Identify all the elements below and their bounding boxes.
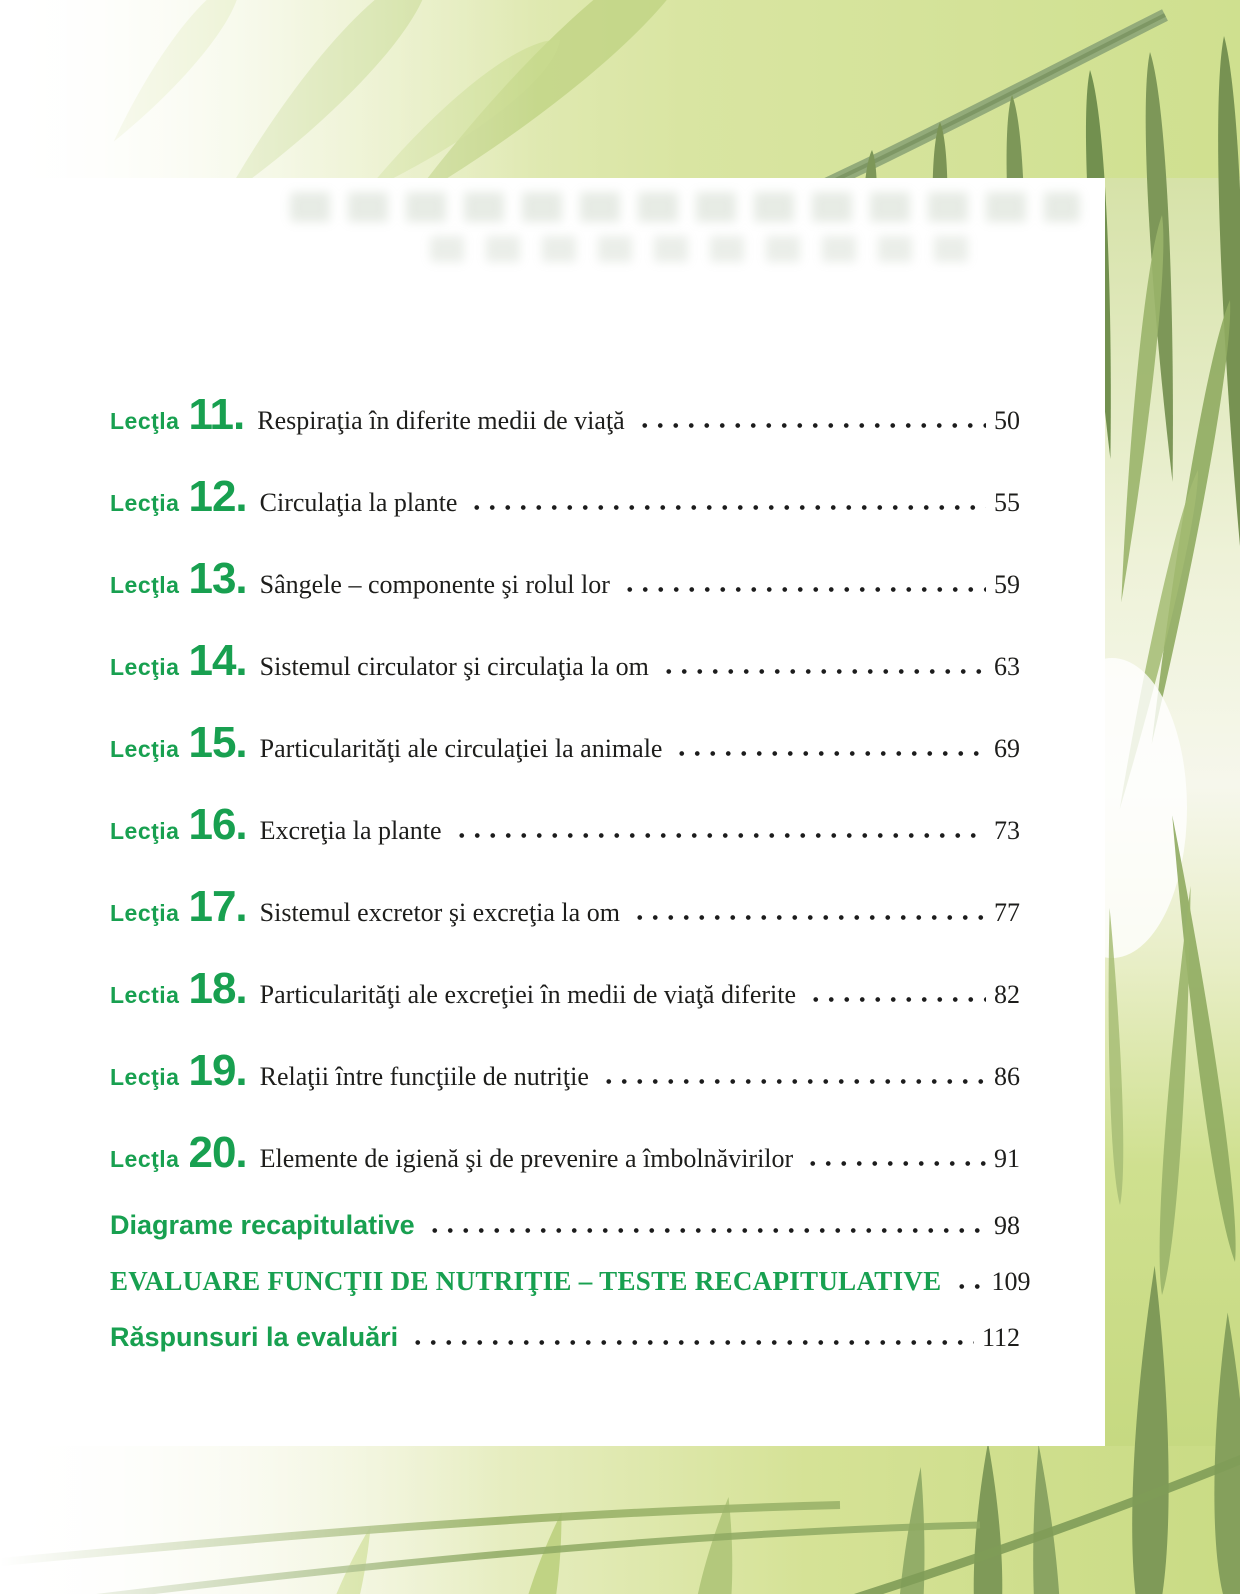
lesson-number: 13.: [188, 554, 247, 603]
toc-extra-row: [110, 1210, 1020, 1266]
page-number: 63: [994, 652, 1020, 681]
toc-extra-row: [110, 1266, 1031, 1322]
page-number: 59: [994, 570, 1020, 599]
extra-title: Răspunsuri la evaluări: [110, 1322, 399, 1352]
page-number: 91: [994, 1144, 1020, 1173]
dot-leader: [674, 750, 986, 757]
toc-lesson-row: [110, 390, 1020, 472]
dot-leader: [637, 422, 986, 429]
lesson-label: Lecţla: [110, 572, 180, 598]
page-number: 98: [994, 1211, 1020, 1240]
page-number: 82: [994, 980, 1020, 1009]
lesson-title: Excreţia la plante: [259, 816, 442, 845]
page-number: 109: [991, 1267, 1031, 1296]
lesson-label: Lecţia: [110, 654, 180, 680]
toc-lesson-row: [110, 554, 1020, 636]
dot-leader: [622, 586, 986, 593]
lesson-number: 18.: [188, 964, 247, 1013]
page-number: 50: [994, 406, 1020, 435]
toc-lesson-row: [110, 1046, 1020, 1128]
page-number: 73: [994, 816, 1020, 845]
page-number: 55: [994, 488, 1020, 517]
dot-leader: [661, 668, 986, 675]
lesson-label: Lecţia: [110, 818, 180, 844]
lesson-label: Lecţia: [110, 900, 180, 926]
lesson-title: Relaţii între funcţiile de nutriţie: [259, 1062, 589, 1091]
lesson-title: Sistemul circulator şi circulaţia la om: [259, 652, 649, 681]
toc-lesson-row: [110, 636, 1020, 718]
lesson-label: Lecţia: [110, 1064, 180, 1090]
dot-leader: [601, 1078, 986, 1085]
lesson-title: Respiraţia în diferite medii de viaţă: [257, 406, 625, 435]
lesson-title: Sângele – componente şi rolul lor: [259, 570, 610, 599]
lesson-number: 19.: [188, 1046, 247, 1095]
toc-lesson-row: [110, 882, 1020, 964]
lesson-title: Sistemul excretor şi excreţia la om: [259, 898, 620, 927]
extra-title: EVALUARE FUNCŢII DE NUTRIŢIE – TESTE RECAPITULATIVE: [110, 1266, 942, 1296]
table-of-contents: [0, 178, 1105, 1446]
lesson-title: Circulaţia la plante: [259, 488, 458, 517]
page-number: 86: [994, 1062, 1020, 1091]
toc-lesson-row: [110, 718, 1020, 800]
lesson-number: 20.: [188, 1128, 247, 1177]
dot-leader: [454, 832, 986, 839]
extra-title: Diagrame recapitulative: [110, 1210, 415, 1240]
page-number: 69: [994, 734, 1020, 763]
toc-lesson-row: [110, 964, 1020, 1046]
lesson-label: Lecţia: [110, 490, 180, 516]
lesson-title: Particularităţi ale circulaţiei la animale: [259, 734, 663, 763]
dot-leader: [410, 1339, 974, 1346]
dot-leader: [469, 504, 986, 511]
toc-lesson-row: [110, 472, 1020, 554]
page-number: 112: [981, 1323, 1020, 1352]
lesson-title: Particularităţi ale excreţiei în medii de viaţă diferite: [259, 980, 797, 1009]
dot-leader: [805, 1160, 986, 1167]
dot-leader: [427, 1227, 986, 1234]
lesson-number: 16.: [188, 800, 247, 849]
dot-leader: [954, 1283, 984, 1290]
lesson-label: Lecţla: [110, 408, 180, 434]
toc-lesson-row: [110, 800, 1020, 882]
dot-leader: [632, 914, 986, 921]
lesson-number: 17.: [188, 882, 247, 931]
lesson-number: 12.: [188, 472, 247, 521]
lesson-number: 15.: [188, 718, 247, 767]
lesson-label: Lectia: [110, 982, 180, 1008]
lesson-number: 14.: [188, 636, 247, 685]
lesson-number: 11.: [188, 390, 245, 439]
lesson-label: Lecţia: [110, 736, 180, 762]
page-content-panel: [0, 178, 1105, 1446]
dot-leader: [808, 996, 986, 1003]
lesson-title: Elemente de igienă şi de prevenire a îmbolnăvirilor: [259, 1144, 794, 1173]
toc-lesson-row: [110, 1128, 1020, 1210]
lesson-label: Lecţla: [110, 1146, 180, 1172]
page-number: 77: [994, 898, 1020, 927]
toc-extra-row: [110, 1322, 1020, 1378]
